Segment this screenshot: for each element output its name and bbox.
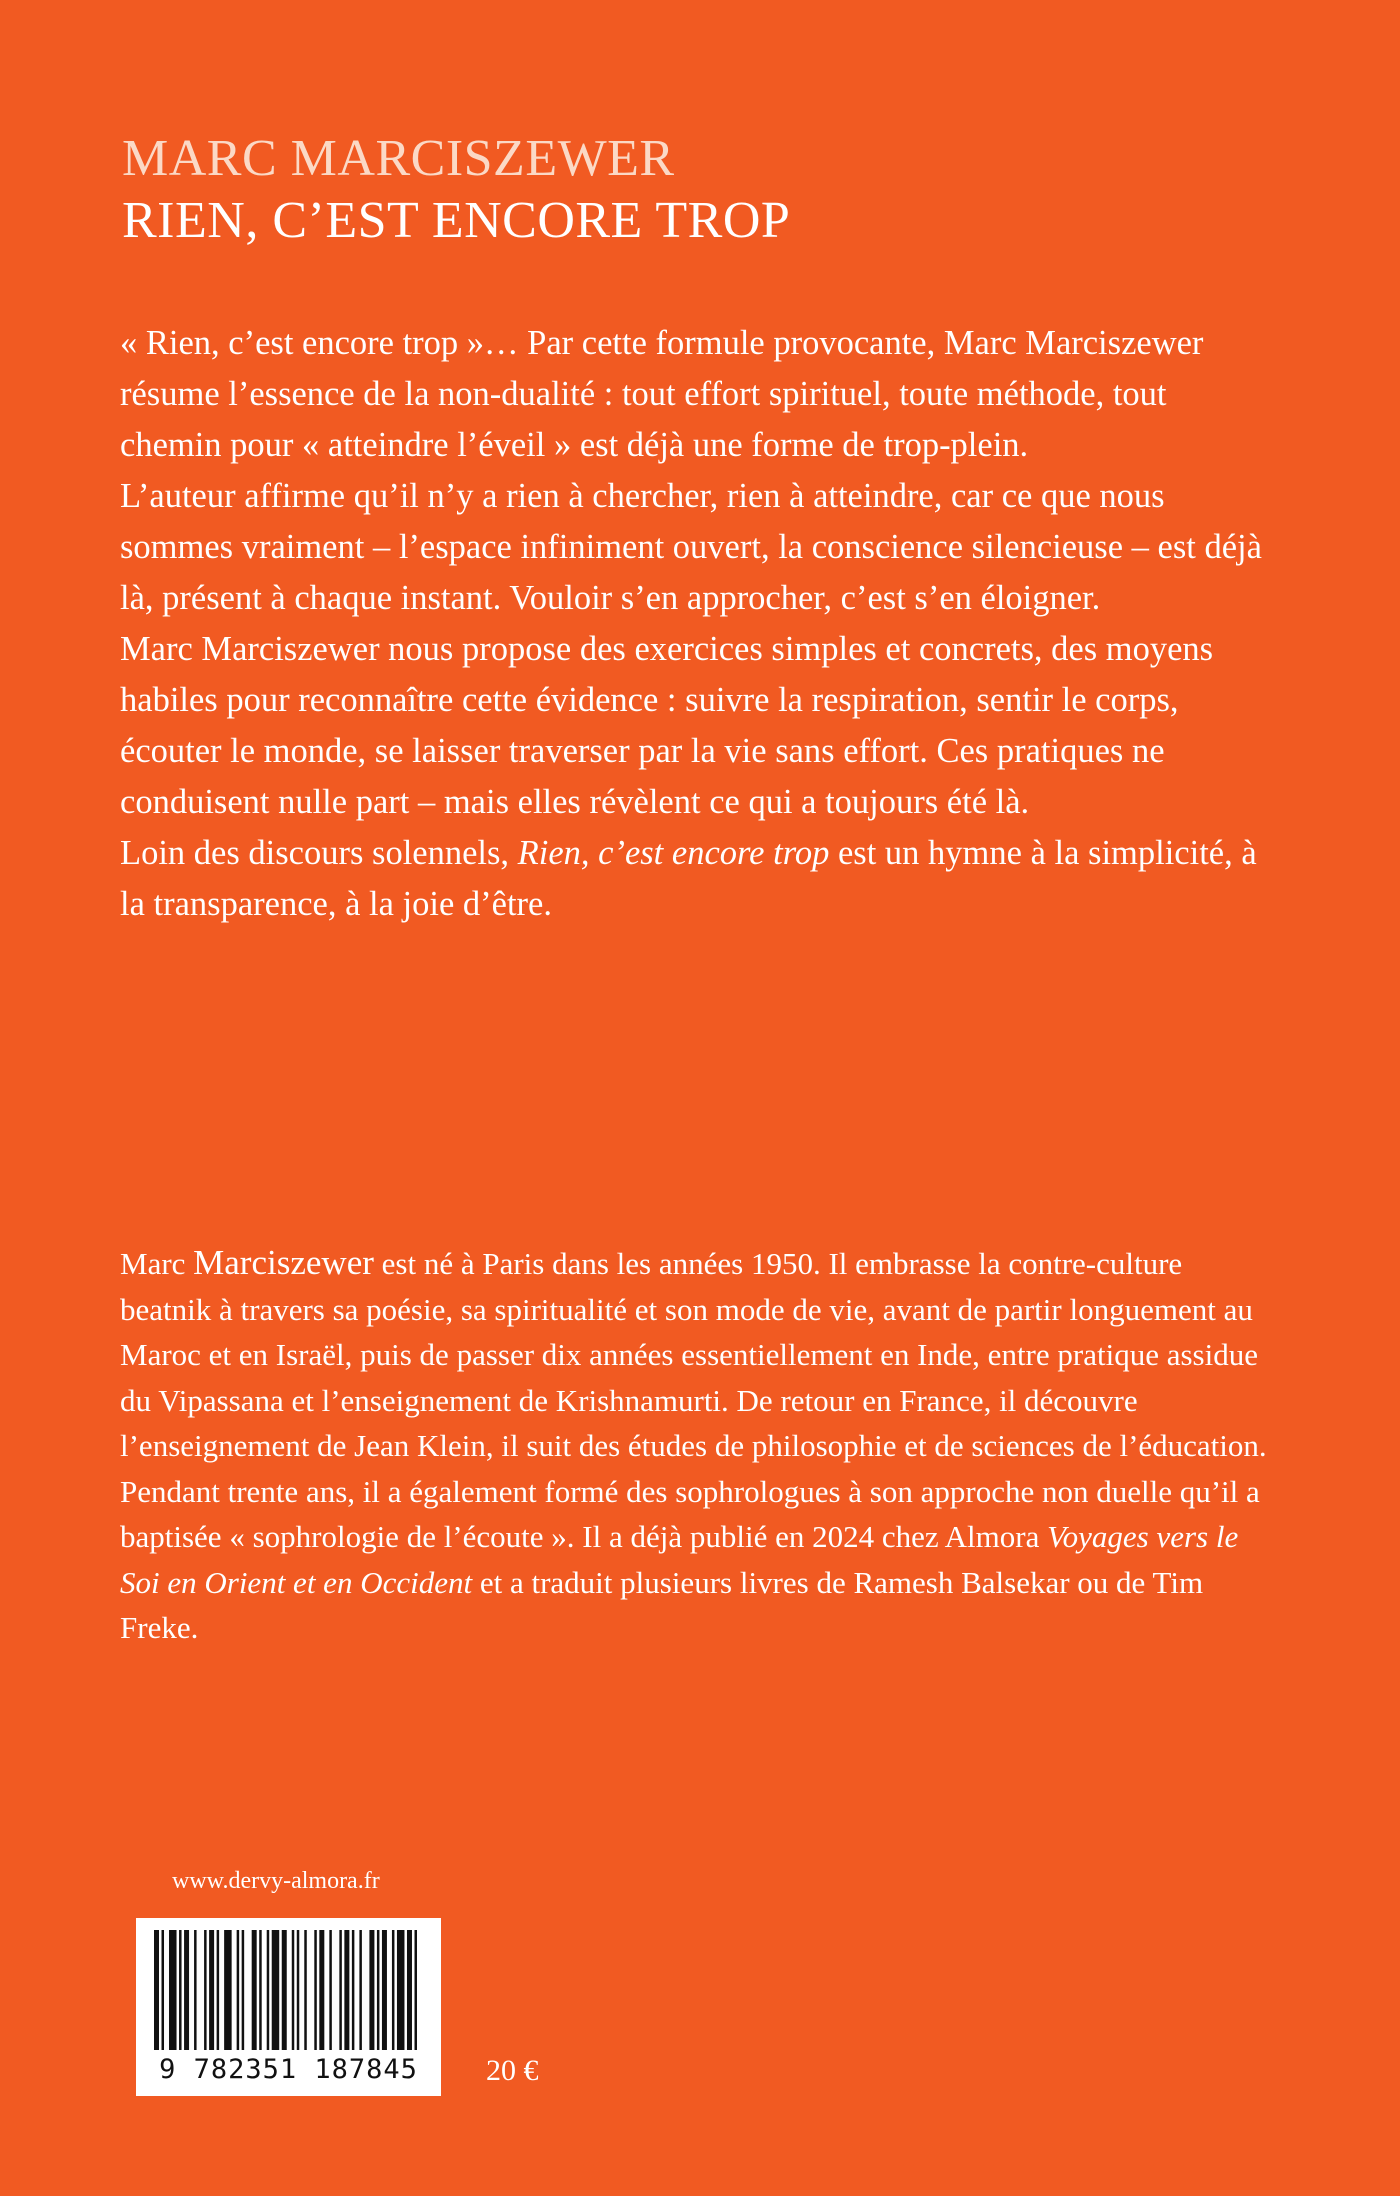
barcode-bars <box>152 1930 424 2050</box>
barcode-bar <box>162 1930 165 2050</box>
barcode-bar <box>209 1930 214 2050</box>
barcode-bar <box>397 1930 405 2050</box>
barcode-bar <box>329 1930 332 2050</box>
barcode-bar <box>352 1930 355 2050</box>
blurb-paragraph: Marc Marciszewer nous propose des exercices simples et concrets, des moyens habiles pour reconnaître cette évidence : suivre la respiration, sentir le corps, écouter le monde, se laisser traverser par la vie sans effort. Ces pratiques ne conduisent nulle part – mais elles révèlent ce qui a toujours été là. <box>120 630 1214 821</box>
blurb <box>120 318 1270 930</box>
header <box>122 128 1272 252</box>
bio-text: et a traduit plusieurs livres de Ramesh Balsekar ou de Tim Freke. <box>120 1564 1204 1645</box>
barcode-bar <box>282 1930 287 2050</box>
barcode-bar <box>259 1930 262 2050</box>
bio-book-title-italic: Voyages vers le Soi en Orient et en Occident <box>120 1519 1239 1600</box>
barcode-bar <box>217 1930 220 2050</box>
barcode-bar <box>382 1930 387 2050</box>
barcode-number: 9 782351 187845 <box>159 2054 418 2085</box>
barcode-bar <box>272 1930 280 2050</box>
barcode <box>136 1918 441 2096</box>
author-name: MARC MARCISZEWER <box>122 130 675 187</box>
blurb-paragraph: L’auteur affirme qu’il n’y a rien à chercher, rien à atteindre, car ce que nous sommes vraiment – l’espace infiniment ouvert, la conscience silencieuse – est déjà là, présent à chaque instant. Vouloir s’en approcher, c’est s’en éloigner. <box>120 477 1262 617</box>
publisher-website[interactable]: www.dervy-almora.fr <box>172 1868 380 1894</box>
book-title: RIEN, C’EST ENCORE TROP <box>122 192 791 249</box>
price: 20 € <box>486 2054 539 2087</box>
barcode-bar <box>237 1930 240 2050</box>
barcode-bar <box>344 1930 349 2050</box>
bio-firstname: Marc <box>120 1246 194 1281</box>
barcode-bar <box>392 1930 395 2050</box>
barcode-bar <box>319 1930 324 2050</box>
barcode-bar <box>359 1930 362 2050</box>
blurb-text: Loin des discours solennels, <box>120 834 518 872</box>
bio-surname: Marciszewer <box>193 1243 374 1282</box>
barcode-bar <box>369 1930 374 2050</box>
barcode-bar <box>267 1930 270 2050</box>
barcode-bar <box>204 1930 207 2050</box>
barcode-bar <box>194 1930 197 2050</box>
blurb-title-italic: Rien, c’est encore trop <box>517 834 830 872</box>
blurb-paragraph: « Rien, c’est encore trop »… Par cette formule provocante, Marc Marciszewer résume l’essence de la non-dualité : tout effort spirituel, toute méthode, tout chemin pour « atteindre l’éveil » est déjà une forme de trop-plein. <box>120 324 1204 464</box>
barcode-bar <box>304 1930 307 2050</box>
blurb-paragraph <box>120 828 1270 930</box>
bio-text: est né à Paris dans les années 1950. Il embrasse la contre-culture beatnik à travers sa poésie, sa spiritualité et son mode de vie, avant de partir longuement au Maroc et en Israël, puis de passer dix années essentiellement en Inde, entre pratique assidue du Vipassana et l’enseignement de Krishnamurti. De retour en France, il découvre l’enseignement de Jean Klein, il suit des études de philosophie et de sciences de l’éducation. Pendant trente ans, il a également formé des sophrologues à son approche non duelle qu’il a baptisée « sophrologie de l’écoute ». Il a déjà publié en 2024 chez Almora <box>120 1246 1267 1554</box>
barcode-bar <box>184 1930 189 2050</box>
barcode-bar <box>224 1930 232 2050</box>
barcode-bar <box>292 1930 295 2050</box>
author-bio <box>120 1240 1270 1651</box>
barcode-bar <box>297 1930 300 2050</box>
barcode-bar <box>414 1930 417 2050</box>
barcode-bar <box>252 1930 257 2050</box>
barcode-bar <box>407 1930 412 2050</box>
barcode-bar <box>169 1930 177 2050</box>
barcode-bar <box>314 1930 317 2050</box>
barcode-bar <box>377 1930 380 2050</box>
bio-paragraph <box>120 1240 1270 1651</box>
barcode-bar <box>154 1930 159 2050</box>
barcode-bar <box>339 1930 342 2050</box>
barcode-bar <box>179 1930 182 2050</box>
barcode-bar <box>242 1930 245 2050</box>
blurb-text: est un hymne à la simplicité, à la transparence, à la joie d’être. <box>120 834 1257 923</box>
